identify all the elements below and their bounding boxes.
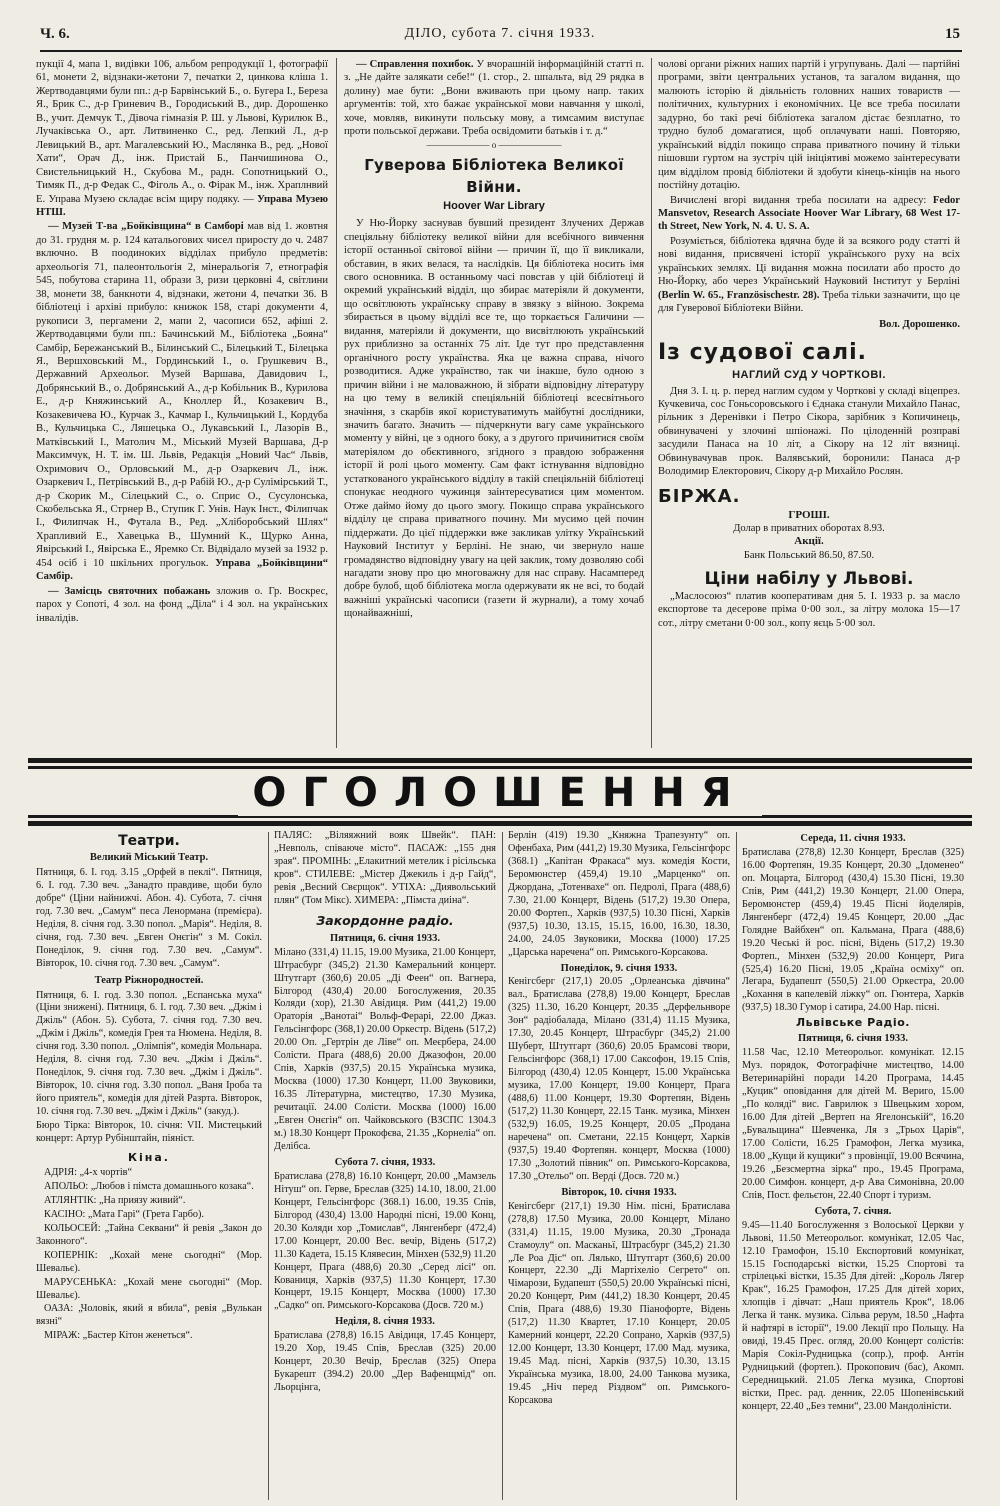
radio-saturday-text: Братислава (278,8) 16.10 Концерт, 20.00 „Мамзель Нітуш“ оп. Герве, Бреслав (325) 14.10, 18.00, 21.00 Концерт, Гельсінгфорс (368.1) 16.00, 19.35 Спів, Білгород (430,4) 13.00 Народні пісні, 19.00 Конц, 20.30 Коляди хор „Томислав“, Лянгенберг (472,4) 17.00 Концерт, 20.00 Вес. вечір, Відень (517,2) 11.30 Кадета, 15.15 Клявесин, Мінхен (532,9) 11.20 Концерт, Прага (488,6) 20.30 „Серед лісі“ оп. Кованиця, Харків (937,5) 11.30 Концерт, 17.30 Концерт, 19.15 Концерт, Москва (1000) 17.30 „Садко“ оп. Римського-Корсакова (Досв. 720 м.) xyxy=(274,1170,496,1312)
lviv-radio-day: Пятниця, 6. січня 1933. xyxy=(797,1033,909,1045)
author-signature: Вол. Дорошенко. xyxy=(879,318,960,330)
market-dollar: Долар в приватних оборотах 8.93. xyxy=(733,523,885,535)
section-divider: ——————— o ——————— xyxy=(426,139,562,150)
cinemas-continued: ПАЛЯС: „Віляяжний вояк Швейк“. ПАН: „Невполь, співаюче місто“. ПАСАЖ: „155 дня зрая“. ПРОМІНЬ: „Елакитний метелик і рісільська кров“. СТИЛЕВЕ: „Містер Джекиль і д-р Гайд“, ревія „Весний Свєрщок“. УТІХА: „Диявольський плян“ (Том Мікс). ХИМЕРА: „Пімста диіна“. xyxy=(274,830,496,906)
column-1 xyxy=(36,58,328,748)
cinema-entry: КАСІНО: „Мата Гарі“ (Грета Гарбо). xyxy=(44,1208,204,1220)
ads-column-3 xyxy=(508,830,730,1500)
masthead-line: ДІЛО, субота 7. січня 1933. xyxy=(404,26,596,41)
radio-wednesday-text: Братислава (278,8) 12.30 Концерт, Бреслав (325) 16.00 Фортепян, 19.35 Концерт, 20.30 „Ідоменео“ оп. Моцарта, Білгород (430,4) 15.30 Пісні, 19.30 Спів, Рим (441,2) 19.30 Концерт, 21.00 Опера, Беромюнстер (459,4) 19.45 Пісні йоделярів, Лянгенберг (472,4) 19.45 Концерт, 20.00 „Дас Голядне Вайбхен“ оп. Кальмана, Прага (488,6) 19.20 Чеські й рос. пісні, Відень (517,2) 19.30 Фортеп., Мінхен (532,9) 20.00 Концерт, Рига (525,4) 16.20 Пісні, 19.05 „Країна осміху“ оп. Легара, Будапешт (550,5) 21.00 Оркестра, 20.00 „Кохання в капелевій ліжку“ оп. Гюнтера, Харків (937,5) 18.30 Гумор і сатира, 24.00 Нар. пісні. xyxy=(742,846,964,1014)
court-text: Дня 3. І. ц. р. перед наглим судом у Чорткові у складі віцепрез. Кучкевича, сос Гоньсоровського і Єднака станули Михайло Панас, рільник з Деренівки і Петро Сікора, зарібник з Копичинець, обвинувачені у злочині шпіонажі. По цілоденній розправі засудили Панаса на 10 літ, а Сікору на 12 літ вязниці. Обвинувачував прок. Валявський, боронили: Панаса д-р Володимир Електорович, Сікору д-р Михайло Рослян. xyxy=(658,385,960,478)
page-number-left: Ч. 6. xyxy=(40,26,70,42)
radio-friday-text: Мілано (331,4) 11.15, 19.00 Музика, 21.00 Концерт, Штрасбург (345,2) 21.30 Камеральний концерт. Штутгарт (360,6) 20.05 „Ді Феен“ оп. Вагнера, Бiлгород (430,4) 20.00 Богослужения, 20.35 Коляди (хор), 21.30 Авідиця. Рим (441,2) 19.00 Ораторія „Ванотаі“ Вольф-Ферарі, 22.00 Джаз. Гельсінгфорс (368,1) 20.00 Оркестр. Відень (517,2) 20.00 Оп. „Гертрін де Ліве“ оп. Меєрбера, 24.00 Солісти. Прага (488,6) 20.00 Джазофон, 20.00 Спів, Харків (937,5) 20.15 Українська музика, Москва (1000) 17.30 Концерт, 11.00 Звуковики, 16.35 Літературна, мистецтво, 17.30 Музика, речитації. 24.00 Солісти. Москва (1000) 16.00 „Евген Онєгін“ оп. Чайковського (ВЗСПС 1304.3 м.) 18.30 Концерт Прокофєва, 21.35 „Корнеліа“ оп. Делібса. xyxy=(274,946,496,1152)
lviv-radio-day: Субота, 7. січня. xyxy=(814,1205,892,1217)
radio-day-heading: Вівторок, 10. січня 1933. xyxy=(561,1186,677,1198)
article-subtitle: Hoover War Library xyxy=(443,199,545,212)
donation-text: — Замісць святочних побажань зложив о. Гр. Воскрес, парох у Сопоті, 4 зол. на фонд „Діла“ і 4 зол. на українських інвалідів. xyxy=(36,585,328,624)
cinema-entry: МАРУСЕНЬКА: „Кохай мене сьогодні“ (Мор. Шевальє). xyxy=(36,1276,262,1301)
radio-day-heading: Понеділок, 9. січня 1933. xyxy=(560,962,678,974)
header-rule xyxy=(40,50,962,52)
variety-theater-text: Пятниця, 6. І. год. 3.30 попол. „Еспанська муха“ (Ціни знижені). Пятниця, 6. І. год. 7.30 веч. „Джім і Джіль“ (Абон. 5). Субота, 7. січня год. 7.30 веч. „Джім і Джіль“, комедія Грея та Нюмена. Неділя, 8. січня год. 3.30 попол. „Олімпія“, комедія Мольнара. Неділя, 8. січня год. 7.30 веч. „Джім і Джіль“. Понеділок, 9. січня год. 7.30 веч. „Джім і Джіль“. Вівторок, 10. січня год. 3.30 попол. „Ваня Іроба та його приятель“, комедія для дітей Разрта. Вівторок, 10. січня год. 7.30 веч. „Джім і Джіль“ (закуд.). xyxy=(36,989,262,1118)
radio-monday-text: Кенігсберг (217,1) 20.05 „Орлеанська дівчина“ вал., Братислава (278,8) 19.00 Концерт, Бреслав (325) 11.30, 16.20 Концерт, 20.35 „Дерфельнворе Зон“ радіобалада, Мілано (331,4) 11.15 Музика, 17.30, 20.45 Концерт, Штрасбург (345,2) 21.00 Шуберт, Штутгарт (360,6) 20.05 Брамсові твори, Гельсінгфорс (368,1) 17.00 Саксофон, 19.15 Спів, Білгород (430,4) 12.05 Концерт, 15.00 Українська музика, 17.00 Концерт, 19.00 Концерт, Прага (488,6) 11.00 Концерт, 19.30 Фортепян, Відень (517,2) 11.30 Концерт, 22.15 Танк. музика, Мінхен (532,9) 16.05, 19.25 Концерт, 20.05 „Продана наречена“ оп. Сметани, 22.15 Концерт, Харків (937,5) 19.40 Фортепян. концерт, Москва (1000) 17.30 „Золотий півник“ оп. Римського-Корсакова, 17.30 „Отельо“ оп. Верді (Досв. 720 м.) xyxy=(508,976,730,1182)
cinema-entry: АТЛЯНТІК: „На приязу живий“. xyxy=(44,1194,186,1206)
cinema-entry: КОПЕРНІК: „Кохай мене сьогодні“ (Мор. Шевальє). xyxy=(36,1249,262,1274)
radio-tuesday-text: Кенігсберг (217,1) 19.30 Нім. пісні, Братислава (278,8) 17.50 Музика, 20.00 Концерт, Мілано (331,4) 11.15, 19.00 Музика, 20.30 „Тронада Стамоулу“ оп. Масканьї, Штрасбург (345,2) 21.30 „Ле Роа Діс“ оп. Лялько, Штутгарт (360,6) 20.00 Концерт, 22.30 „Ді Мартіхеліо Сегрето“ оп. Чімарози, Будапешт (550,5) 20.00 Українські пісні, 20.20 Концерт, Рим (441,2) 18.30 Концерт, 20.45 Спів, Прага (488,6) 19.30 Піанофорте, Відень (517,2) 11.30 Квартет, 17.10 Концерт, 20.05 Камерний концерт, 22.20 Сопрано, Харків (937,5) 12.00 Концерт, 13.30 Концерт, 17.00 Мад. музика, 19.45 Мад. пісні, Харків (937,5) 10.30, 13.15 Українська музика, 18.00, 24.00 Танкова музика, 19.45 „Ніч перед Різдвом“ оп. Римського-Корсакова xyxy=(508,1200,730,1406)
hoover-article-text: У Ню-Йорку заснував бувший президент Злучених Держав спеціяльну бібліотеку великої війни для всебічного вивчення історії останньої світової війни — причин її, що її викликали, обставин, в яких велася, та наслідків. Ця бібліотека носить імя свого основника. В останньому часі повстав у цій бібліотеці й окремий український відділ, що збирає матеріяли й документи, що освітлюють українську справу в звязку з війною. Зокрема збирається в цьому відділі все те, що торкається Галичини — видання, матеріяли й документи, що висвітлюють український рух приблизно за останніх 75 літ. Іде тут про представлення органічного росту українства. Яка це важна справа, нічого розводитися. Адже українство, так чи інакше, було одною з причин війни і не маловажною, й зібрати відповідну літературу на цю тему в великій спеціяльній бібліотеці всесвітнього значіння, з скарбів якої користуватимуть майбутні дослідники, значить багато. Значить — підчеркнути вагу саме українського моменту у війні, це з одного боку, а з другого причинитися своїм матеріялом до обєктивного, згідного з правдою зображення історії й ролі цього моменту. Сам факт істнування відповідно устаткованого українського відділу в такій спеціяльній бібліотеці спонукає неодного чужинця заінтересуватися цим моментом. Отже даймо йому до цього змогу. Покищо справа українського відділу це справа приватного почину. Ми мусимо цей почин піддержати. До цієї піддержки вже закликав уліткy Український Науковий Інститут у Берліні. Не знаю, чи звернуло наше громадянство відповідну увагу на цей заклик, тому дозволяю собі нагадати знову про цю многоважну для нас справу. Насамперед добре булоб, щоб бібліотека могла одержувати як не всі, то бодай важніші українські часописи (газети й журнали), а тому хочаб щонайважніші, xyxy=(344,218,644,620)
announcements-banner xyxy=(28,758,972,826)
column-divider xyxy=(268,832,269,1500)
column-divider xyxy=(736,832,737,1500)
cinema-entry: ОАЗА: „Чоловік, який я вбила“, ревія „Вулькан вязні“ xyxy=(36,1303,262,1328)
cinema-entry: АДРІЯ: „4-х чортів“ xyxy=(44,1166,132,1178)
column-3 xyxy=(658,58,960,748)
dairy-prices-text: „Маслосоюз“ платив кооперативам дня 5. І. 1933 р. за масло експортове та десерове пріма 0·00 зол., за літру молока 15—17 сот., літру сметани 0·00 зол., копу яєць 5·00 зол. xyxy=(658,590,960,629)
museum-ntsh-text: пукції 4, мапа 1, видівки 106, альбом репродукції 1, фотографії 61, монети 2, відзнаки-жетони 7, печатки 2, цинкова кліша 1. Жертводавцями були пп.: д-р Барвінський Б., о. Бугера І., Береза Я., Брик С., д-р Гриневич В., Городиський В., дир. Дорошенко В., учит. Демчук Т., Дівоча гімназія Р. Ш. у Львові, Курилюк В., Лучаківська О., арт. Литвиненко С., ред. Лепкий Л., д-р Левицький В., арт. Магалевський Ю., Маслянка В., ред. „Нової Хати“, Орач Д., інж. Пристай Б., Панчишинова О., Свистельницький Н., Скубова М., радн. Сопотницький О., Тимяк П., д-р Федак С., Фіголь А., о. Фірак М., інж. Храплнвий Е. Управа Музею складає всім щиру подяку. — Управа Музею НТШ. xyxy=(36,59,328,218)
banner-title: ОГОЛОШЕННЯ xyxy=(28,770,972,816)
lviv-radio-title: Львівське Радіо. xyxy=(796,1016,910,1030)
column-divider xyxy=(336,58,337,748)
cinema-title: Кіна. xyxy=(128,1150,170,1164)
cinema-entry: КОЛЬОСЕЙ: „Тайна Секвани“ й ревія „Закон до Законного“. xyxy=(36,1222,262,1247)
lviv-radio-friday-text: 11.58 Час, 12.10 Метеорольог. комунікат. 12.15 Муз. порядок, Фотографічне мистецтво, 14.00 Ветеринарійні поради 14.20 Програма, 14.45 „Куцик“ оповідання для дітей М. Вериго, 15.00 „По коляді“ вис. Гаврилюк з Швецьким хором, 16.00 Для дітей „Вертеп на Ягелонській“, 16.20 „Бувальщина“ Шевченка, Ля з „Трьох Царів“, 17.00 Солісти, 16.25 Грамофон, Легка музика, 18.00 „Кущи й кущики“ з провінції, 19.00 Всячина, 19.26 „Безсмертна зірка“ про., 19.45 Програма, 20.00 Симфон. концерт, д-р Ава Симонівна, 20.00 Спів, Пост. фельєтон, 22.40 Спорт і туризм. xyxy=(742,1047,964,1201)
court-subtitle: НАГЛИЙ СУД У ЧОРТКОВІ. xyxy=(732,369,886,382)
lviv-radio-saturday-text: 9.45—11.40 Богослуження з Волоської Церкви у Львові, 11.50 Метеорольог. комунікат, 12.05 Час, 12.10 Грамофон, 15.10 Експортовий комунікат, 15.15 Господарські вістки, 15.25 Спортові та стрілецькі вістки, 15.35 Для дітей: „Король Лягер Крак“, 16.25 Грамофон, 17.25 Для дітей хорих, хлопців і дівчат: „Наш приятель Крок“, 18.06 Легка й танк. музика. Сільва рерум, 18.50 „Нафта й нафтярі в історії“, 19.00 Лекції про Польщу. На овиді, 19.45 Прес. огляд, 20.00 Концерт солістів: Марія Сокіл-Рудницька (сопр.), проф. Антін Рудницький (фортеп.). Прокопович (бас), Акомп. Середницький. 21.05 Легка музика, Спортові вістки, Прес. рад. денник, 22.05 Шопенівський концерт, 22.40 „Без темни“, 23.00 Мандоліністи. xyxy=(742,1219,964,1412)
radio-day-heading: Пятниця, 6. січня 1933. xyxy=(329,932,441,944)
ads-column-1 xyxy=(36,830,262,1500)
column-divider xyxy=(502,832,503,1500)
hoover-article-end: Розуміється, бібліотека вдячна буде й за всякого роду статті й нові видання, присвячені історії українського руху на всіх українських землях. Ці видання можна посилати або просто до Ню-Йорку, або через Український Науковий Інститут у Берліні (Berlin W. 65., Französischestr. 28). Треба тільки зазначити, що це для Гуверової Бібліотеки Війни. xyxy=(658,235,960,315)
market-shares-heading: Акції. xyxy=(794,535,824,548)
radio-sunday-continued: Берлін (419) 19.30 „Княжна Трапезунту“ оп. Офенбаха, Рим (441,2) 19.30 Музика, Гельсінгфорс (368.1) „Капітан Фракаса“ муз. комедія Кости, Беромюнстер (459,4) 19.10 „Марценко“ оп. Джордана, „Тотенвахе“ оп. Педролі, Прага (488,6) 7.30, 21.00 Концерт, Відень (517,2) 19.30 Опера, 20.00 Фортеп., Харків (937,5) 10.30 Пісні, Харків (937,5) 10.30, 13.15, 15.15, 16.00, 16.30, 18.30, 24.00, 24.05 Звуковики, Москва (1000) 17.25 „Царська наречена“ оп. Римського-Корсакова. xyxy=(508,830,730,958)
correction-text: — Справлення похибок. У вчорашній інформаційній статті п. з. „Не дайте залякати себе!“ (1. стор., 2. шпальта, від 29 рядка в долину) мае бути: „Вони вживають при цьому напр. таких аргументів: той, хто бажає української мови навчання у школі, хоче, мовляв, викинути польську мову, а тимсамим виступає проти польської держави. Треба освідомити батьків і т. д.“ xyxy=(344,59,644,138)
article-title: Гуверова Бібліотека Великої Війни. xyxy=(364,155,624,196)
column-2 xyxy=(344,58,644,748)
boykivshchyna-museum-text: — Музей Т-ва „Бойківщина“ в Самборі мав від 1. жовтня до 31. грудня м. р. 124 катальогових чисел приросту до ч. 2487 включно. В поодиноких відділах прибуло предметів: археольогія 71, палеонтольогія 2, мінеральогія 7, етнографія 545, побутова старина 11, образи 3, ризи церковні 4, світлини 38, монети 38, банкноти 4, відзнаки, жетони 4, печатки 36. В бібліотеці і архіві прибуло: книжок 158, старі документи 4, рукописи 3, пергамени 2, мапи 2, часописи 652, афіші 2. Жертводавцями були пп.: Бачинський М., Бібліотека „Бояна“ Самбір, Бережанський В., Білинський С., Білецький Т., Білецька Я., Вершховський М., Гординський І., о. Грушкевич В., Державний Археольог. Музей Варшава, Давидович І., Добрянський В., о. Добрянський А., д-р Кобільник В., Курилова Е., д-р Княжинський А., Кноллер Й., Козакевич В., Козакевичева Ю., Курчак З., Качмар І., Кульчицький І., Кордуба В., Кульчицька С., Ляшецька О., Лукавський І., Лазорів В., Матківський І., Матолич М., Міський Музей Варшава, Д-р Максимчук, Н. Т. ім. Ш. Львів, Редакція „Новий Час“ Львів, Охримович О., Орловський М., д-р Озаркевич Л., інж. Озаркевич І., Петрівський В., д-р Рабій Ю., д-р Сулімірський Т., д-р Скорик М., Сілецький С., о. Сприс О., Сусулонська, Скобельська Я., Стрнер В., Ступик Г. Унів. Наук Інст., Філипчак І., Филипчак Н., Футала В., Ред. „Хліборобський Шлях“ Храпливий Е., Хавецька В., Шумний К., Щурко Анна, Явірський І., Явірська Е., Яремко Ст. Відвідало музей за 1932 р. 454 осіб і 10 шкільних прогульок. Управа „Бойківщини“ Самбір. xyxy=(36,221,328,583)
cinema-entry: АПОЛЬО: „Любов і пімста домашнього козака“. xyxy=(44,1180,254,1192)
foreign-radio-title: Закордонне радіо. xyxy=(316,912,454,928)
big-theater-heading: Великий Міський Театр. xyxy=(89,852,209,863)
big-theater-text: Пятниця, 6. І. год. 3.15 „Орфей в пеклі“. Пятниця, 6. І. год. 7.30 веч. „Занадто правдиве, щоби було добре“ (Ціни найнижчі. Абон. 4). Субота, 7. січня год. 7.30 веч. „Самум“ песа Ленормана (премієра). Неділя, 8. січня год. 3.30 попол. „Марія“. Неділя, 8. січня, год. 7.30 веч. „Евген Онєгін“ з М. Сокіл. Понеділок, 9. січня год. 7.30 веч. „Самум“. Вівторок, 10. січня год. 7.30 веч. „Самум“. xyxy=(36,866,262,969)
dairy-prices-title: Ціни набілу у Львові. xyxy=(704,568,914,589)
market-money-heading: ГРОШІ. xyxy=(788,508,830,521)
ads-column-2 xyxy=(274,830,496,1500)
cinema-entry: МІРАЖ: „Бастер Кітон женеться“. xyxy=(44,1330,193,1342)
column-divider xyxy=(651,58,652,748)
ads-column-4 xyxy=(742,830,964,1500)
radio-day-heading: Неділя, 8. січня 1933. xyxy=(335,1316,435,1328)
address-text: Вичислені вгорі видання треба посилати на адресу: Fedor Mansvetov, Research Associate Hoover War Library, 68 West 17-th Street, New York, N. 4. U. S. A. xyxy=(658,194,960,233)
hoover-article-continued: чолові органи ріжних наших партій і угрупувань. Далі — партійні програми, звіти центральних установ, та загалом видання, що малюють історію й діяльність головних наших товариств — політичних, культурних і економічних. Це все треба посилати задурно, бо такі речі бібліотека загалом дістає безплатно, то трудно булоб домагатися, щоб оплачувати наші. Повторяю, український відділ покищо справа приватного почину й тільки пішовши гуртом на зустріч цій ініціятиві можемо заінтересувати цим відділом провід бібліотеки й здобути кінець-кінців на нього постійну дотацію. xyxy=(658,59,960,192)
page-header xyxy=(40,26,960,48)
market-title: БІРЖА. xyxy=(658,485,741,507)
market-bank: Банк Польський 86.50, 87.50. xyxy=(743,549,875,561)
radio-sunday-text: Братислава (278,8) 16.15 Авідиця, 17.45 Концерт, 19.20 Хор, 19.45 Спів, Бреслав (325) 20.00 Концерт, 20.30 Вечір, Бреслав (325) Опера Букарешт (394.2) 20.00 „Дер Вафенщмід“ оп. Льорцінга, xyxy=(274,1330,496,1394)
variety-theater-heading: Театр Ріжнородностей. xyxy=(94,974,204,986)
radio-day-heading: Середа, 11. січня 1933. xyxy=(800,833,906,844)
bureau-text: Бюро Тірка: Вівторок, 10. січня: VII. Мистецький концерт: Артур Рубінштайн, піяніст. xyxy=(36,1120,262,1145)
radio-day-heading: Субота 7. січня, 1933. xyxy=(334,1156,436,1168)
theaters-title: Театри. xyxy=(118,833,180,849)
page-number-right: 15 xyxy=(945,26,960,42)
court-section-title: Із судової салі. xyxy=(658,340,868,366)
